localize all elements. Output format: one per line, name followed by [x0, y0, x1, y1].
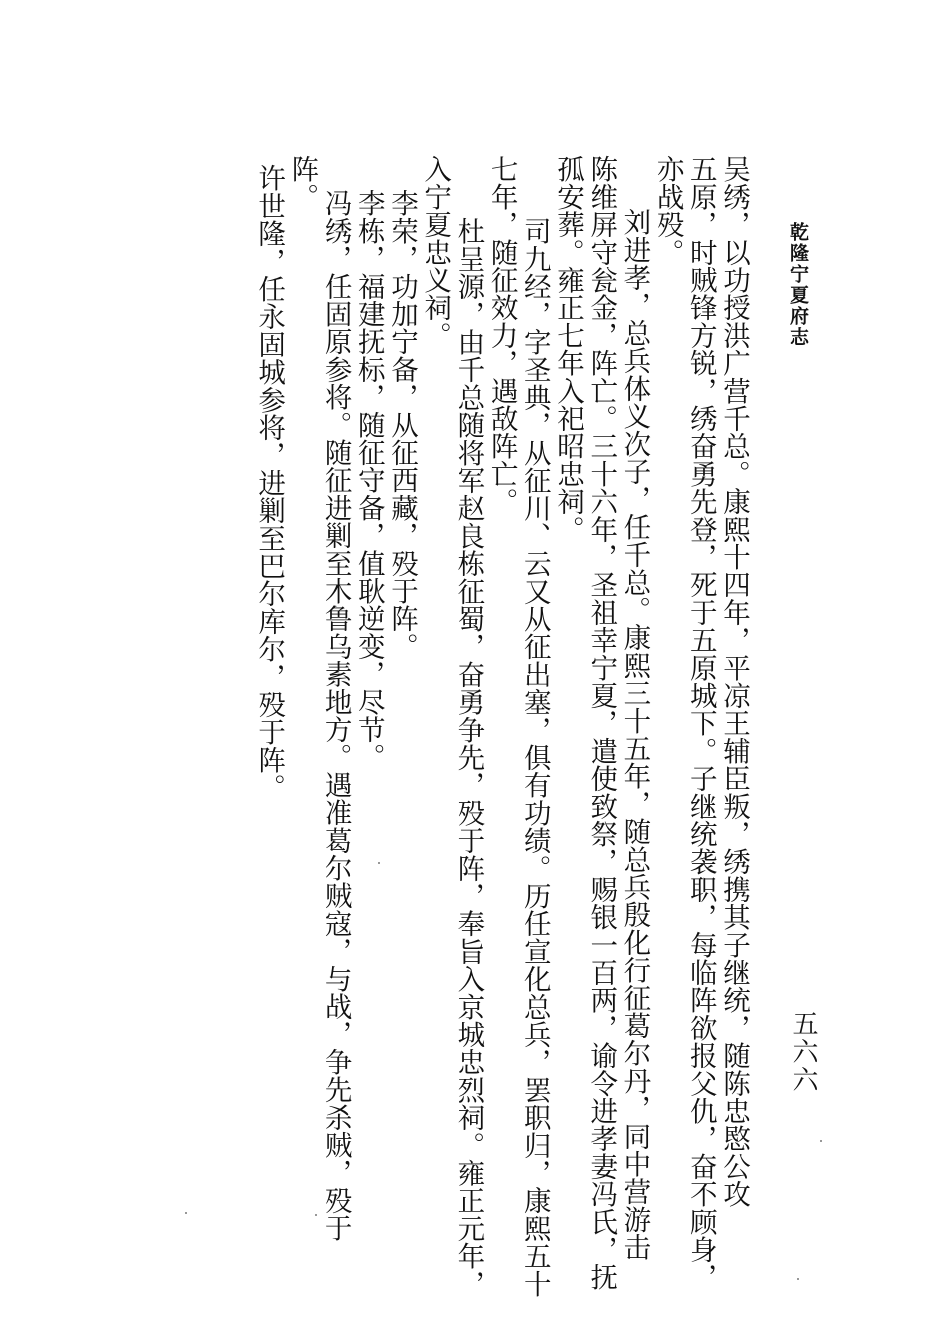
text-column-9: 杜呈源，由千总随将军赵良栋征蜀，奋勇争先，殁于阵，奉旨入京城忠烈祠。雍正元年，	[452, 217, 485, 1298]
text-column-4: 刘进孝，总兵体义次子，任千总。康熙三十五年，随总兵殷化行征葛尔丹，同中营游击	[618, 208, 651, 1261]
scan-speck	[797, 1278, 799, 1280]
scan-speck	[185, 1212, 187, 1214]
text-column-13: 冯绣，任固原参将。随征进剿至木鲁乌素地方。遇准葛尔贼寇，与战，争先杀贼，殁于	[319, 189, 352, 1242]
scan-speck	[820, 1140, 822, 1142]
text-column-14: 阵。	[286, 155, 319, 211]
text-column-10: 入宁夏忠义祠。	[419, 155, 452, 349]
scan-speck	[315, 1214, 317, 1216]
text-column-6: 孤安葬。雍正七年入祀昭忠祠。	[551, 155, 584, 543]
text-column-11: 李荣，功加宁备，从征西藏，殁于阵。	[385, 189, 418, 660]
text-column-3: 亦战殁。	[651, 155, 684, 266]
scan-speck	[378, 862, 380, 864]
text-column-2: 五原，时贼锋方锐，绣奋勇先登，死于五原城下。子继统袭职，每临阵欲报父仇，奋不顾身，	[684, 155, 717, 1291]
text-column-5: 陈维屏守瓮金，阵亡。三十六年，圣祖幸宁夏，遣使致祭，赐银一百两，谕令进孝妻冯氏，抚	[585, 155, 618, 1291]
vertical-text-body	[252, 155, 750, 1298]
text-column-12: 李栋，福建抚标，随征守备，值耿逆变，尽节。	[352, 189, 385, 771]
text-column-1: 吴绣，以功授洪广营千总。康熙十四年，平凉王辅臣叛，绣携其子继统，随陈忠愍公攻	[718, 155, 750, 1208]
text-column-7: 司九经，字圣典，从征川、云又从征出塞，俱有功绩。历任宣化总兵，罢职归，康熙五十	[518, 217, 551, 1298]
running-header-title: 乾隆宁夏府志	[787, 222, 809, 348]
text-column-8: 七年，随征效力，遇敌阵亡。	[485, 155, 518, 516]
text-column-15: 许世隆，任永固城参将，进剿至巴尔库尔，殁于阵。	[253, 164, 286, 802]
page-number: 五六六	[788, 1010, 818, 1094]
